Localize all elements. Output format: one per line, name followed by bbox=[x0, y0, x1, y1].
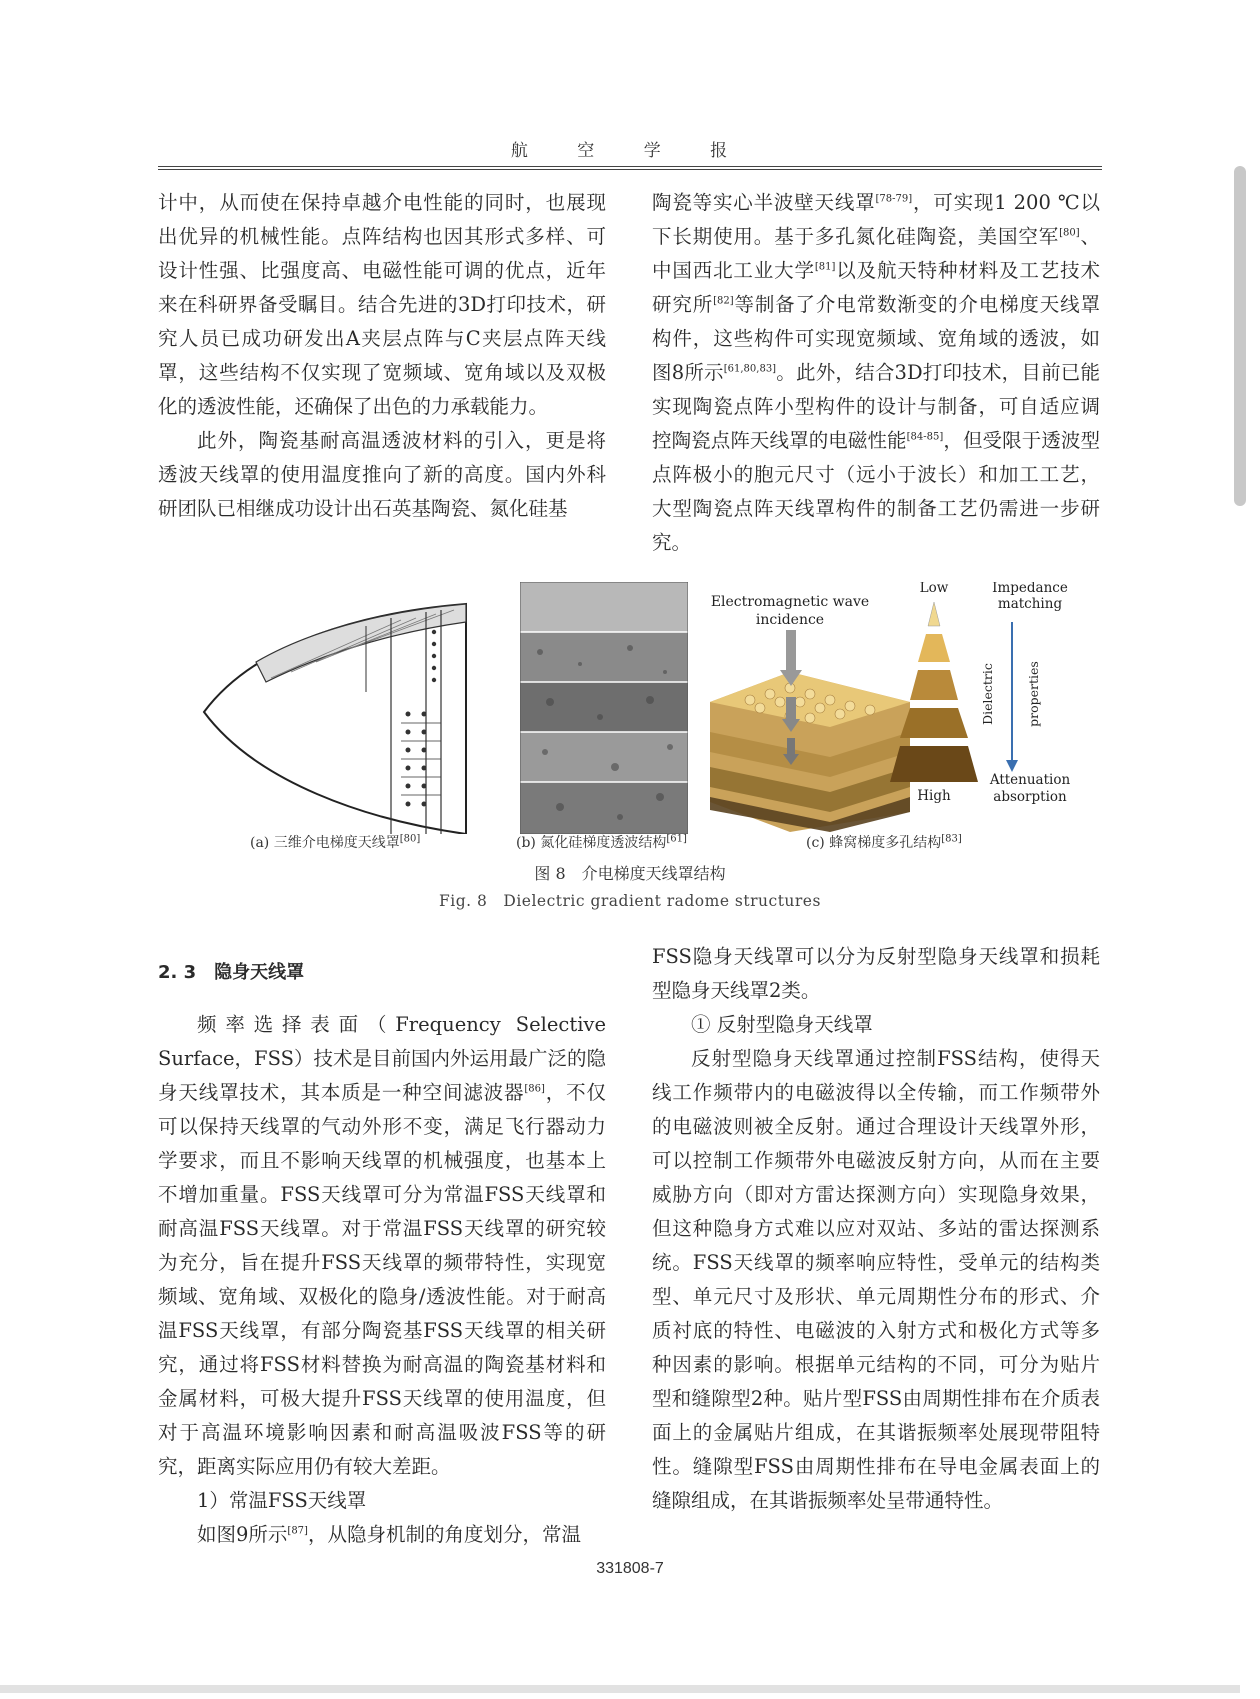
citation: [81] bbox=[814, 261, 836, 273]
vertical-scrollbar[interactable] bbox=[1234, 166, 1246, 506]
paragraph: FSS隐身天线罩可以分为反射型隐身天线罩和损耗型隐身天线罩2类。 bbox=[652, 945, 1100, 1002]
right-column-top bbox=[652, 186, 1100, 560]
c-label-impedance-1: Impedance bbox=[992, 582, 1068, 596]
c-label-incidence-1: Electromagnetic wave bbox=[710, 594, 870, 610]
figure-c-honeycomb-diagram bbox=[700, 582, 1100, 834]
subcaption-c: (c) 蜂窝梯度多孔结构[83] bbox=[806, 833, 962, 851]
paragraph: 频率选择表面（Frequency Selective Surface，FSS）技术是目前国内外运用最广泛的隐身天线罩技术，其本质是一种空间滤波器[86]，不仅可以保持天线罩的气动外形不变，满足飞行器动力学要求，而且不影响天线罩的机械强度，也基本上不增加重量。FSS天线罩可分为常温FSS天线罩和耐高温FSS天线罩。对于常温FSS天线罩的研究较为充分，旨在提升FSS天线罩的频带特性，实现宽频域、宽角域、双极化的隐身/透波性能。对于耐高温FSS天线罩，有部分陶瓷基FSS天线罩的相关研究，通过将FSS材料替换为耐高温的陶瓷基材料和金属材料，可极大提升FSS天线罩的使用温度，但对于高温环境影响因素和耐高温吸波FSS等的研究，距离实际应用仍有较大差距。 bbox=[158, 1013, 606, 1478]
paragraph: 如图9所示[87]，从隐身机制的角度划分，常温 bbox=[197, 1523, 581, 1546]
citation: [86] bbox=[524, 1083, 545, 1095]
subcaption-b: (b) 氮化硅梯度透波结构[61] bbox=[516, 833, 687, 851]
c-label-high: High bbox=[917, 788, 951, 804]
header-rule bbox=[158, 166, 1102, 170]
figure-a-radome-drawing bbox=[196, 582, 496, 834]
citation: [84-85] bbox=[906, 431, 944, 443]
page-number: 331808-7 bbox=[596, 1560, 664, 1577]
paragraph: 反射型隐身天线罩通过控制FSS结构，使得天线工作频带内的电磁波得以全传输，而工作频带外的电磁波则被全反射。通过合理设计天线罩外形，可以控制工作频带外电磁波反射方向，从而在主要威胁方向（即对方雷达探测方向）实现隐身效果，但这种隐身方式难以应对双站、多站的雷达探测系统。FSS天线罩的频率响应特性，受单元的结构类型、单元尺寸及形状、单元周期性分布的形式、介质衬底的特性、电磁波的入射方式和极化方式等多种因素的影响。根据单元结构的不同，可分为贴片型和缝隙型2种。贴片型FSS由周期性排布在介质表面上的金属贴片组成，在其谐振频率处展现带阻特性。缝隙型FSS由周期性排布在导电金属表面上的缝隙组成，在其谐振频率处呈带通特性。 bbox=[652, 1047, 1100, 1512]
paragraph: 此外，陶瓷基耐高温透波材料的引入，更是将透波天线罩的使用温度推向了新的高度。国内外科研团队已相继成功设计出石英基陶瓷、氮化硅基 bbox=[158, 429, 606, 520]
section-title: 2. 3 隐身天线罩 bbox=[158, 962, 305, 983]
citation: [61,80,83] bbox=[723, 363, 777, 375]
figure-caption-cn: 图 8 介电梯度天线罩结构 bbox=[534, 864, 726, 883]
figure-caption-en: Fig. 8 Dielectric gradient radome structures bbox=[439, 892, 821, 910]
subcaption-a: (a) 三维介电梯度天线罩[80] bbox=[250, 833, 421, 851]
c-label-attenuation-1: Attenuation bbox=[989, 772, 1071, 788]
citation: [80] bbox=[1059, 227, 1080, 239]
left-column-bottom bbox=[158, 956, 606, 1552]
subsection-heading: 1）常温FSS天线罩 bbox=[197, 1489, 367, 1512]
subsection-heading: ① 反射型隐身天线罩 bbox=[691, 1013, 873, 1036]
journal-header: 航 空 学 报 bbox=[510, 141, 750, 161]
horizontal-scrollbar[interactable] bbox=[0, 1685, 1240, 1693]
citation: [82] bbox=[713, 295, 734, 307]
c-label-incidence-2: incidence bbox=[755, 612, 825, 628]
c-label-attenuation-2: absorption bbox=[993, 789, 1067, 805]
right-column-bottom bbox=[652, 940, 1100, 1518]
citation: [78-79] bbox=[875, 193, 913, 205]
c-label-dielectric-1: Dielectric bbox=[980, 663, 995, 725]
c-label-dielectric-2: properties bbox=[1026, 661, 1041, 727]
figure-b-gradient-micrograph bbox=[520, 582, 688, 834]
paragraph: 计中，从而使在保持卓越介电性能的同时，也展现出优异的机械性能。点阵结构也因其形式多样、可设计性强、比强度高、电磁性能可调的优点，近年来在科研界备受瞩目。结合先进的3D打印技术，研究人员已成功研发出A夹层点阵与C夹层点阵天线罩，这些结构不仅实现了宽频域、宽角域以及双极化的透波性能，还确保了出色的力承载能力。 bbox=[158, 191, 606, 418]
c-label-impedance-2: matching bbox=[997, 596, 1063, 612]
citation: [87] bbox=[287, 1525, 308, 1537]
left-column-top bbox=[158, 186, 606, 526]
paragraph: 陶瓷等实心半波壁天线罩[78-79]，可实现1 200 ℃以下长期使用。基于多孔氮化硅陶瓷，美国空军[80]、中国西北工业大学[81]以及航天特种材料及工艺技术研究所[82]等制备了介电常数渐变的介电梯度天线罩构件，这些构件可实现宽频域、宽角域的透波，如图8所示[61,80,83]。此外，结合3D打印技术，目前已能实现陶瓷点阵小型构件的设计与制备，可自适应调控陶瓷点阵天线罩的电磁性能[84-85]，但受限于透波型点阵极小的胞元尺寸（远小于波长）和加工工艺，大型陶瓷点阵天线罩构件的制备工艺仍需进一步研究。 bbox=[652, 191, 1100, 554]
c-label-low: Low bbox=[919, 582, 949, 596]
